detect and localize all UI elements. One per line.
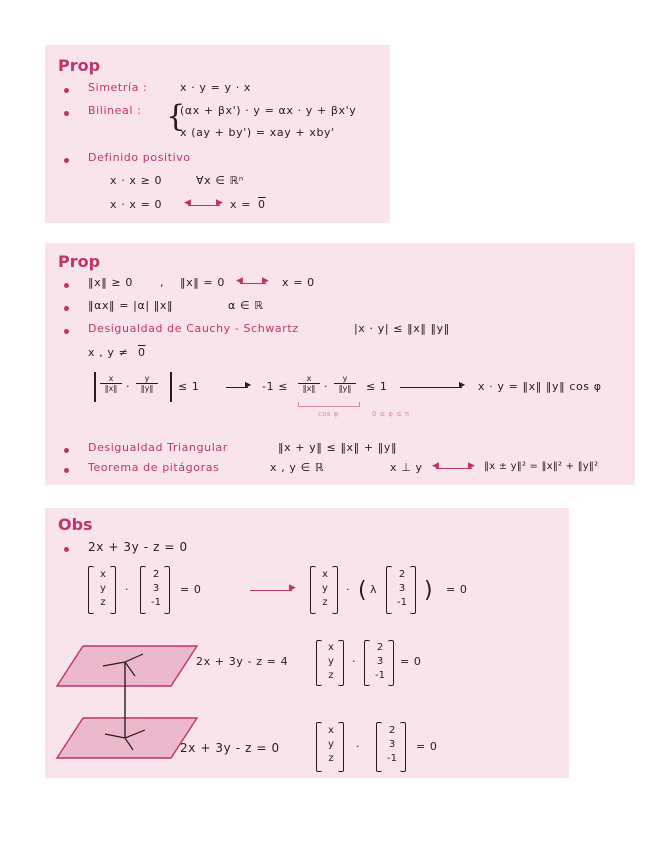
paren-open: ( xyxy=(358,578,368,603)
cos-underbrace xyxy=(298,402,360,407)
bracket-left xyxy=(316,722,322,772)
alpha-real: α ∈ ℝ xyxy=(228,299,264,312)
bullet xyxy=(64,283,69,288)
vector-normal: 2 3 -1 xyxy=(151,569,161,608)
symmetry-expr: x · y = y · x xyxy=(180,81,252,94)
bullet xyxy=(64,448,69,453)
vector-xyz: x y z xyxy=(328,642,334,681)
bracket-right xyxy=(410,566,416,614)
arrow-left-head: ◀ xyxy=(432,461,440,471)
vector-normal: 2 3 -1 xyxy=(387,725,397,764)
bullet xyxy=(64,88,69,93)
pos-def-line-1b: ∀x ∈ ℝⁿ xyxy=(196,174,244,187)
triangle-inequality-expr: ‖x + y‖ ≤ ‖x‖ + ‖y‖ xyxy=(278,441,398,454)
zero-vector: 0 xyxy=(138,346,146,359)
arrow-right-head: ▶ xyxy=(262,276,270,286)
box2-title: Prop xyxy=(58,252,101,271)
equals-zero: = 0 xyxy=(416,740,438,753)
cos-phi-label: cos φ xyxy=(318,410,339,418)
implies-arrow-long xyxy=(400,387,462,388)
lambda: λ xyxy=(370,583,378,596)
vector-xyz: x y z xyxy=(328,725,334,764)
bilinear-line-1: (αx + βx') · y = αx · y + βx'y xyxy=(180,104,357,117)
equals-zero: = 0 xyxy=(400,655,422,668)
pythagoras-label: Teorema de pitágoras xyxy=(88,461,220,474)
bracket-left xyxy=(316,640,322,686)
implies-arrow-pink xyxy=(250,590,292,591)
arrow-left-head: ◀ xyxy=(236,276,244,286)
bottom-plane xyxy=(57,718,197,758)
cauchy-schwartz-expr: |x · y| ≤ ‖x‖ ‖y‖ xyxy=(354,322,450,335)
bilinear-line-2: x (ay + by') = xay + xby' xyxy=(180,126,335,139)
triangle-inequality-label: Desigualdad Triangular xyxy=(88,441,228,454)
dot: · xyxy=(356,740,361,753)
zero-vector: 0 xyxy=(258,198,266,211)
fraction-y-over-norm-y: $\frac{y}{‖y‖}$ xyxy=(334,374,356,393)
dot: · xyxy=(126,380,131,393)
fraction-x-over-norm-x: $\frac{x}{‖x‖}$ xyxy=(298,374,320,393)
positive-definite-label: Definido positivo xyxy=(88,151,191,164)
bullet xyxy=(64,547,69,552)
box1-title: Prop xyxy=(58,56,101,75)
dot-product-cos-formula: x · y = ‖x‖ ‖y‖ cos φ xyxy=(478,380,602,393)
arrow-head: ▶ xyxy=(459,380,466,389)
norm-comma: , xyxy=(160,276,165,289)
iff-arrow xyxy=(436,468,472,469)
vector-xyz: x y z xyxy=(100,569,106,608)
nonzero-condition: x , y ≠ xyxy=(88,346,129,359)
vector-normal: 2 3 -1 xyxy=(397,569,407,608)
box3-title: Obs xyxy=(58,515,93,534)
pos-def-line-2a: x · x = 0 xyxy=(110,198,163,211)
pos-def-line-1a: x · x ≥ 0 xyxy=(110,174,163,187)
norm-zero-result: x = 0 xyxy=(282,276,315,289)
dot: · xyxy=(125,583,130,596)
pos-def-line-2b: x = xyxy=(230,198,252,211)
bracket-right xyxy=(332,566,338,614)
pythagoras-expr: ‖x ± y‖² = ‖x‖² + ‖y‖² xyxy=(484,461,599,472)
less-equal-one: ≤ 1 xyxy=(178,380,200,393)
bracket-left xyxy=(310,566,316,614)
arrow-head: ▶ xyxy=(245,380,252,389)
bullet xyxy=(64,329,69,334)
bilinear-label: Bilineal : xyxy=(88,104,142,117)
plane-top-equation: 2x + 3y - z = 4 xyxy=(196,655,289,668)
arrow-head: ▶ xyxy=(289,583,297,593)
less-equal-one: ≤ 1 xyxy=(366,380,388,393)
cauchy-schwartz-label: Desigualdad de Cauchy - Schwartz xyxy=(88,322,299,335)
paren-close: ) xyxy=(424,578,434,603)
vector-normal: 2 3 -1 xyxy=(375,642,385,681)
bracket-left xyxy=(386,566,392,614)
bracket-left xyxy=(88,566,94,614)
abs-bar-left xyxy=(94,372,96,402)
bracket-left xyxy=(140,566,146,614)
abs-bar-right xyxy=(170,372,172,402)
arrow-left-head: ◀ xyxy=(184,198,192,208)
arrow-right-head: ▶ xyxy=(216,198,224,208)
minus-one-le: -1 ≤ xyxy=(262,380,289,393)
dot: · xyxy=(346,583,351,596)
plane-bottom-equation: 2x + 3y - z = 0 xyxy=(180,741,280,755)
symmetry-label: Simetría : xyxy=(88,81,148,94)
bullet xyxy=(64,468,69,473)
bracket-right xyxy=(110,566,116,614)
norm-zero: ‖x‖ = 0 xyxy=(180,276,225,289)
fraction-x-over-norm-x: $\frac{x}{‖x‖}$ xyxy=(100,374,122,393)
arrow-right-head: ▶ xyxy=(468,461,476,471)
bracket-left xyxy=(376,722,382,772)
bracket-right xyxy=(400,722,406,772)
vector-xyz: x y z xyxy=(322,569,328,608)
norm-scaling: ‖αx‖ = |α| ‖x‖ xyxy=(88,299,174,312)
dot: · xyxy=(324,380,329,393)
fraction-y-over-norm-y: $\frac{y}{‖y‖}$ xyxy=(136,374,158,393)
top-plane xyxy=(57,646,197,686)
pythagoras-orthogonal: x ⊥ y xyxy=(390,461,423,474)
equals-zero: = 0 xyxy=(446,583,468,596)
plane-equation: 2x + 3y - z = 0 xyxy=(88,540,188,554)
dot: · xyxy=(352,655,357,668)
bullet xyxy=(64,111,69,116)
bullet xyxy=(64,306,69,311)
bullet xyxy=(64,158,69,163)
left-brace: { xyxy=(166,99,186,134)
bracket-right xyxy=(388,640,394,686)
pythagoras-domain: x , y ∈ ℝ xyxy=(270,461,325,474)
bracket-left xyxy=(364,640,370,686)
equals-zero: = 0 xyxy=(180,583,202,596)
phi-range: 0 ≤ φ ≤ π xyxy=(372,410,410,418)
bracket-right xyxy=(338,640,344,686)
bracket-right xyxy=(338,722,344,772)
norm-nonneg: ‖x‖ ≥ 0 xyxy=(88,276,133,289)
bracket-right xyxy=(164,566,170,614)
